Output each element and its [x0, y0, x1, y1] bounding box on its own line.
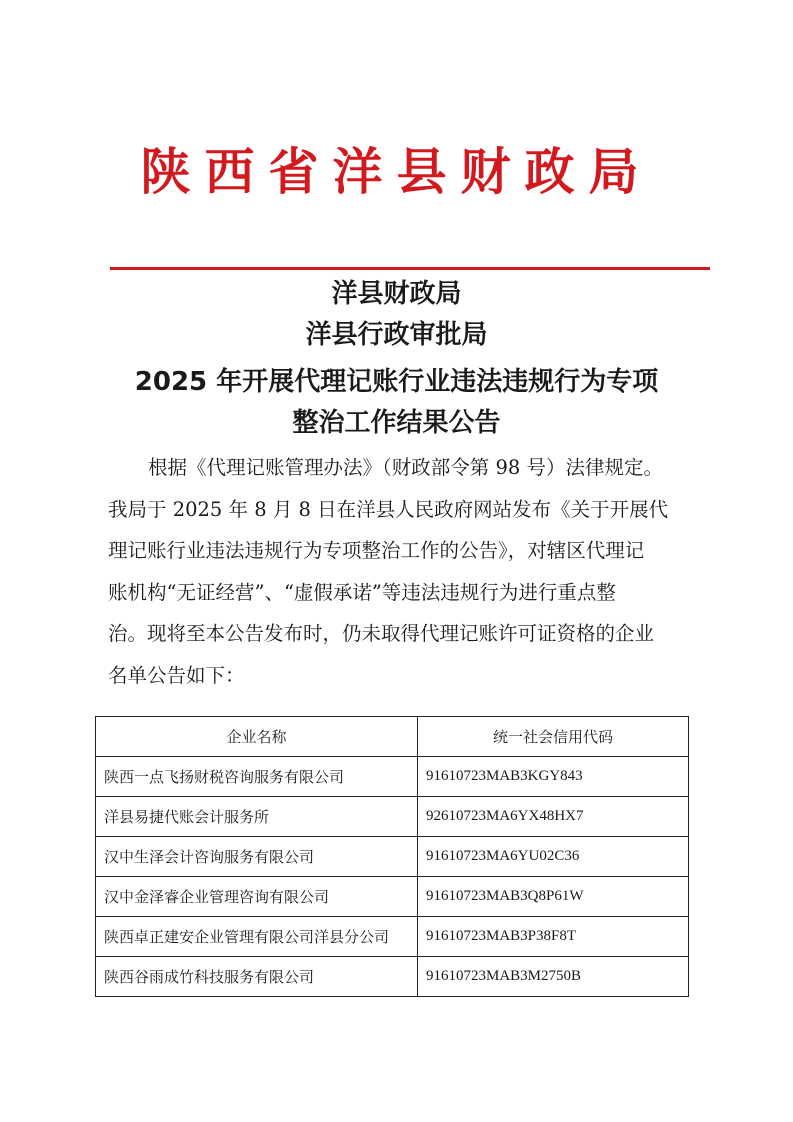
- table-row: [96, 877, 689, 917]
- body-line: 名单公告如下：: [108, 663, 245, 687]
- company-table: [95, 716, 689, 997]
- red-divider: [110, 267, 710, 270]
- credit-code: 91610723MAB3P38F8T: [418, 917, 689, 957]
- header-company-name: 企业名称: [96, 717, 418, 757]
- company-name: 陕西谷雨成竹科技服务有限公司: [96, 957, 418, 997]
- document-heading: [0, 274, 793, 444]
- company-name: 汉中生泽会计咨询服务有限公司: [96, 837, 418, 877]
- body-line: 理记账行业违法违规行为专项整治工作的公告》，对辖区代理记: [108, 539, 645, 562]
- body-line: 根据《代理记账管理办法》（财政部令第 98 号）法律规定。: [148, 456, 663, 479]
- table-row: [96, 837, 689, 877]
- credit-code: 91610723MAB3M2750B: [418, 957, 689, 997]
- credit-code: 91610723MA6YU02C36: [418, 837, 689, 877]
- company-name: 陕西卓正建安企业管理有限公司洋县分公司: [96, 917, 418, 957]
- table-row: [96, 757, 689, 797]
- company-name: 洋县易捷代账会计服务所: [96, 797, 418, 837]
- body-paragraph: [108, 447, 708, 696]
- body-line: 我局于 2025 年 8 月 8 日在洋县人民政府网站发布《关于开展代: [108, 497, 669, 521]
- heading-line: 整治工作结果公告: [292, 408, 501, 438]
- heading-line: 2025 年开展代理记账行业违法违规行为专项: [134, 367, 659, 397]
- table-row: [96, 917, 689, 957]
- company-name: 汉中金泽睿企业管理咨询有限公司: [96, 877, 418, 917]
- credit-code: 92610723MA6YX48HX7: [418, 797, 689, 837]
- credit-code: 91610723MAB3Q8P61W: [418, 877, 689, 917]
- heading-line: 洋县行政审批局: [305, 320, 488, 350]
- heading-line: 洋县财政局: [331, 279, 462, 309]
- table-row: [96, 957, 689, 997]
- credit-code: 91610723MAB3KGY843: [418, 757, 689, 797]
- header-credit-code: 统一社会信用代码: [418, 717, 689, 757]
- table-row: [96, 797, 689, 837]
- letterhead-title: 陕西省洋县财政局: [140, 142, 653, 201]
- company-name: 陕西一点飞扬财税咨询服务有限公司: [96, 757, 418, 797]
- table-header-row: [96, 717, 689, 757]
- body-line: 治。现将至本公告发布时，仍未取得代理记账许可证资格的企业: [108, 622, 655, 645]
- body-line: 账机构“无证经营”、“虚假承诺”等违法违规行为进行重点整: [108, 580, 616, 604]
